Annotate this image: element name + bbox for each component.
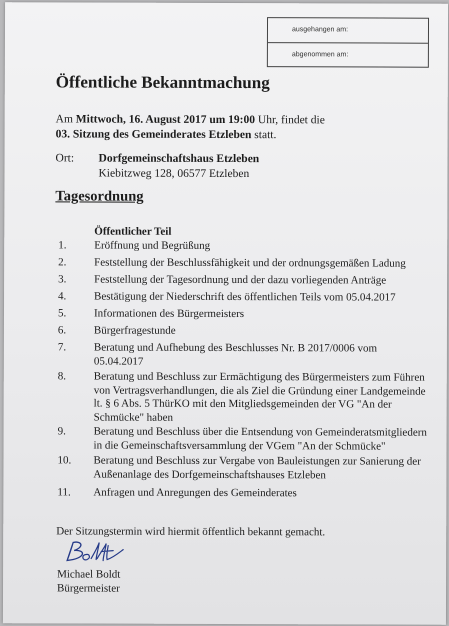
intro-prefix: Am xyxy=(55,113,76,126)
agenda-item-line: Beratung und Beschluss zur Ermächtigung des Bürgermeisters zum Führen xyxy=(93,370,425,384)
location-address: Kiebitzweg 128, 06577 Etzleben xyxy=(98,167,250,181)
agenda-item-line: Beratung und Beschluss über die Entsendung von Gemeinderatsmitgliedern xyxy=(93,425,427,439)
agenda-item xyxy=(57,425,438,453)
agenda-item-number: 8. xyxy=(57,370,67,383)
meeting-datetime: Mittwoch, 16. August 2017 um 19:00 xyxy=(75,113,256,127)
location-label: Ort: xyxy=(55,152,75,165)
agenda-item-text xyxy=(94,371,439,426)
agenda-item xyxy=(58,256,438,270)
meeting-name-line xyxy=(56,128,277,141)
agenda-item-number: 2. xyxy=(58,256,67,269)
agenda-item-number: 11. xyxy=(57,486,71,499)
agenda-item-number: 3. xyxy=(58,273,67,286)
notice-paper xyxy=(3,2,448,625)
location-name: Dorfgemeinschaftshaus Etzleben xyxy=(98,152,260,166)
agenda-item-text xyxy=(94,325,439,340)
agenda-item-line: Anfragen und Anregungen des Gemeinderates xyxy=(93,486,297,500)
agenda-item-line: Außenanlage des Dorfgemeinschaftshauses Etzleben xyxy=(93,468,326,481)
agenda-item-text xyxy=(94,308,439,323)
agenda-item-line: Informationen des Bürgermeisters xyxy=(93,307,245,321)
agenda-item-number: 10. xyxy=(57,454,72,467)
agenda-item xyxy=(57,307,438,321)
agenda-title: Tagesordnung xyxy=(55,188,144,205)
signer-role: Bürgermeister xyxy=(57,582,120,595)
agenda-item xyxy=(57,341,438,368)
agenda-item-text xyxy=(93,455,438,483)
agenda-item-number: 5. xyxy=(57,307,67,320)
agenda-item xyxy=(58,273,438,287)
agenda-item-line: in die Gemeinschaftsversammlung der VGem "An der Schmücke" xyxy=(93,439,386,453)
agenda-item-line: lt. § 6 Abs. 5 ThürKO mit den Mitgliedsgemeinden der VG "An der xyxy=(93,397,392,411)
agenda-item-text xyxy=(94,240,439,255)
agenda-item xyxy=(58,239,438,252)
posted-on-label: ausgehangen am: xyxy=(291,26,349,34)
agenda-item-number: 6. xyxy=(57,324,67,337)
meeting-date-line xyxy=(56,113,325,126)
agenda-item-number: 1. xyxy=(58,239,67,252)
agenda-item xyxy=(57,324,438,337)
agenda-section-title: Öffentlicher Teil xyxy=(94,225,172,238)
agenda-item-line: Beratung und Aufhebung des Beschlusses Nr. B 2017/0006 vom xyxy=(93,341,378,355)
agenda-item xyxy=(58,290,438,304)
announcement-footer: Der Sitzungstermin wird hiermit öffentlich bekannt gemacht. xyxy=(56,525,326,539)
removed-on-label: abgenommen am: xyxy=(291,51,349,59)
removed-on-field xyxy=(268,42,428,67)
signature-image xyxy=(61,539,129,565)
agenda-item-line: 05.04.2017 xyxy=(93,355,144,368)
agenda-item-line: Beratung und Beschluss zur Vergabe von Bauleistungen zur Sanierung der xyxy=(93,454,421,468)
posting-stamp-box xyxy=(267,17,429,68)
agenda-item-line: von Vertragsverhandlungen, die als Ziel die Gründung einer Landgemeinde xyxy=(93,384,426,398)
agenda-item-number: 4. xyxy=(58,290,67,303)
agenda-item xyxy=(57,370,438,424)
agenda-item xyxy=(57,454,438,481)
agenda-item-line: Schmücke" haben xyxy=(93,411,173,424)
meeting-name-suffix: statt. xyxy=(251,129,277,142)
agenda-item-line: Eröffnung und Begrüßung xyxy=(94,239,211,252)
page-title: Öffentliche Bekanntmachung xyxy=(55,72,270,93)
posted-on-field xyxy=(268,18,428,43)
agenda-item-text xyxy=(94,257,439,272)
intro-suffix: Uhr, findet die xyxy=(254,114,325,127)
signer-name: Michael Boldt xyxy=(57,568,121,581)
agenda-item-text xyxy=(94,291,439,306)
agenda-item-text xyxy=(94,274,439,289)
agenda-item-number: 9. xyxy=(57,425,66,438)
agenda-item-line: Feststellung der Beschlussfähigkeit und der ordnungsgemäßen Ladung xyxy=(94,256,406,270)
agenda-item-text xyxy=(94,342,439,370)
agenda-item-text xyxy=(93,487,438,502)
agenda-item-line: Bestätigung der Niederschrift des öffentlichen Teils vom 05.04.2017 xyxy=(94,290,396,304)
agenda-item-text xyxy=(94,426,439,454)
agenda-item-number: 7. xyxy=(57,341,67,354)
agenda-item-line: Bürgerfragestunde xyxy=(93,324,176,337)
agenda-item xyxy=(57,486,437,500)
meeting-name: 03. Sitzung des Gemeinderates Etzleben xyxy=(55,128,252,142)
agenda-item-line: Feststellung der Tagesordnung und der dazu vorliegenden Anträge xyxy=(94,273,387,287)
